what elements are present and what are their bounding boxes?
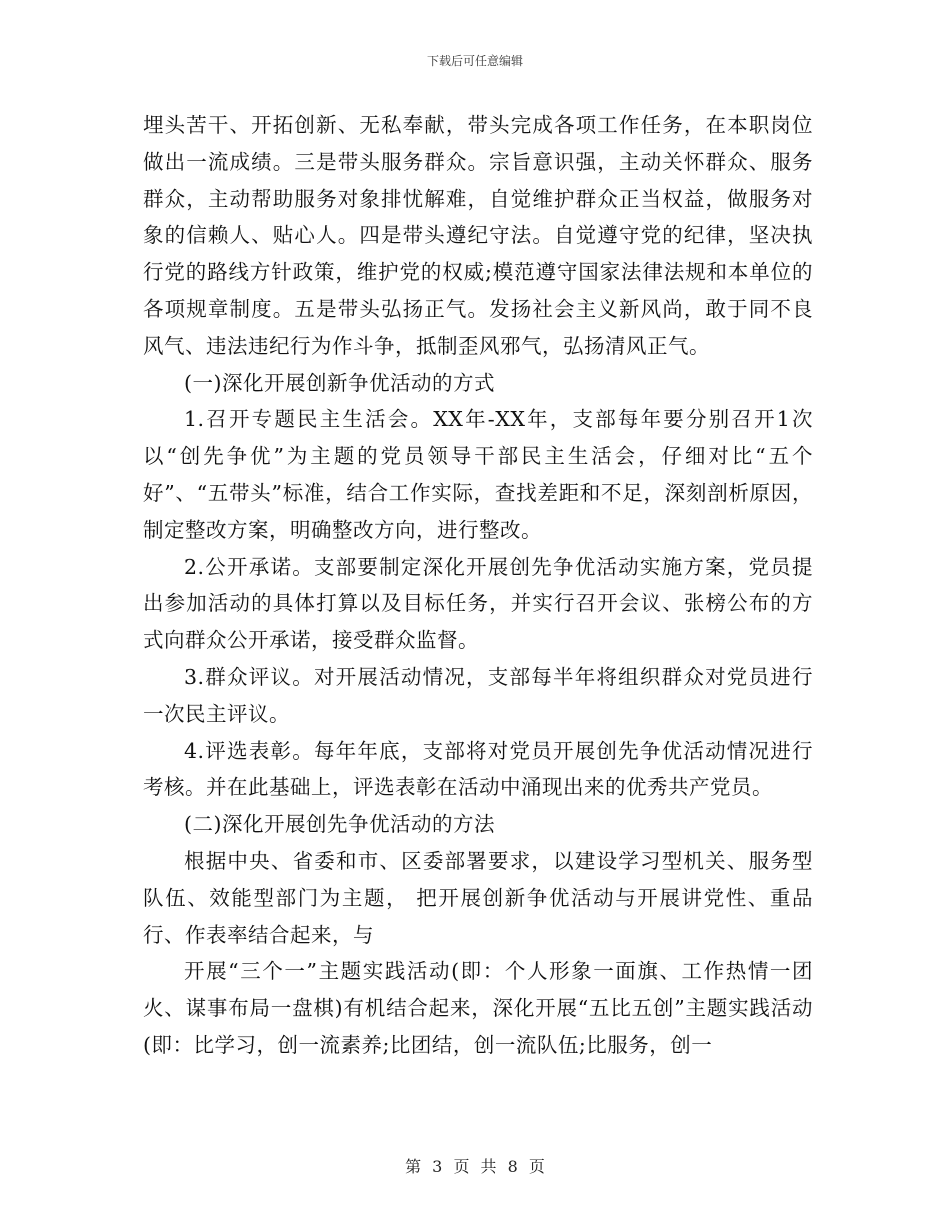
page-number-footer: 第 3 页 共 8 页 — [405, 1157, 545, 1176]
paragraph-item-2: 2.公开承诺。支部要制定深化开展创先争优活动实施方案，党员提出参加活动的具体打算以及目标任务，并实行召开会议、张榜公布的方式向群众公开承诺，接受群众监督。 — [143, 554, 813, 653]
paragraph-item-3: 3.群众评议。对开展活动情况，支部每半年将组织群众对党员进行一次民主评议。 — [143, 664, 813, 726]
paragraph-method-2: 开展“三个一”主题实践活动(即：个人形象一面旗、工作热情一团火、谋事布局一盘棋)有机结合起来，深化开展“五比五创”主题实践活动(即：比学习，创一流素养;比团结，创一流队伍;比服务，创一 — [143, 959, 813, 1057]
page-header-note: 下载后可任意编辑 — [426, 54, 523, 68]
paragraph-item-4: 4.评选表彰。每年年底，支部将对党员开展创先争优活动情况进行考核。并在此基础上，评选表彰在活动中涌现出来的优秀共产党员。 — [143, 738, 813, 800]
paragraph-1: 埋头苦干、开拓创新、无私奉献，带头完成各项工作任务，在本职岗位做出一流成绩。三是带头服务群众。宗旨意识强，主动关怀群众、服务群众，主动帮助服务对象排忧解难，自觉维护群众正当权益，做服务对象的信赖人、贴心人。四是带头遵纪守法。自觉遵守党的纪律，坚决执行党的路线方针政策，维护党的权威;模范遵守国家法律法规和本单位的各项规章制度。五是带头弘扬正气。发扬社会主义新风尚，敢于同不良风气、违法违纪行为作斗争，抵制歪风邪气，弘扬清风正气。 — [143, 113, 813, 358]
section-heading-2: (二)深化开展创先争优活动的方法 — [184, 812, 495, 837]
paragraph-item-1: 1.召开专题民主生活会。XX年-XX年，支部每年要分别召开1次以“创先争优”为主题的党员领导干部民主生活会，仔细对比“五个好”、“五带头”标准，结合工作实际，查找差距和不足，深刻剖析原因，制定整改方案，明确整改方向，进行整改。 — [143, 407, 813, 542]
section-heading-1: (一)深化开展创新争优活动的方式 — [184, 370, 495, 395]
paragraph-method-1: 根据中央、省委和市、区委部署要求，以建设学习型机关、服务型队伍、效能型部门为主题， 把开展创新争优活动与开展讲党性、重品行、作表率结合起来，与 — [143, 848, 813, 947]
document-body — [143, 107, 813, 1064]
